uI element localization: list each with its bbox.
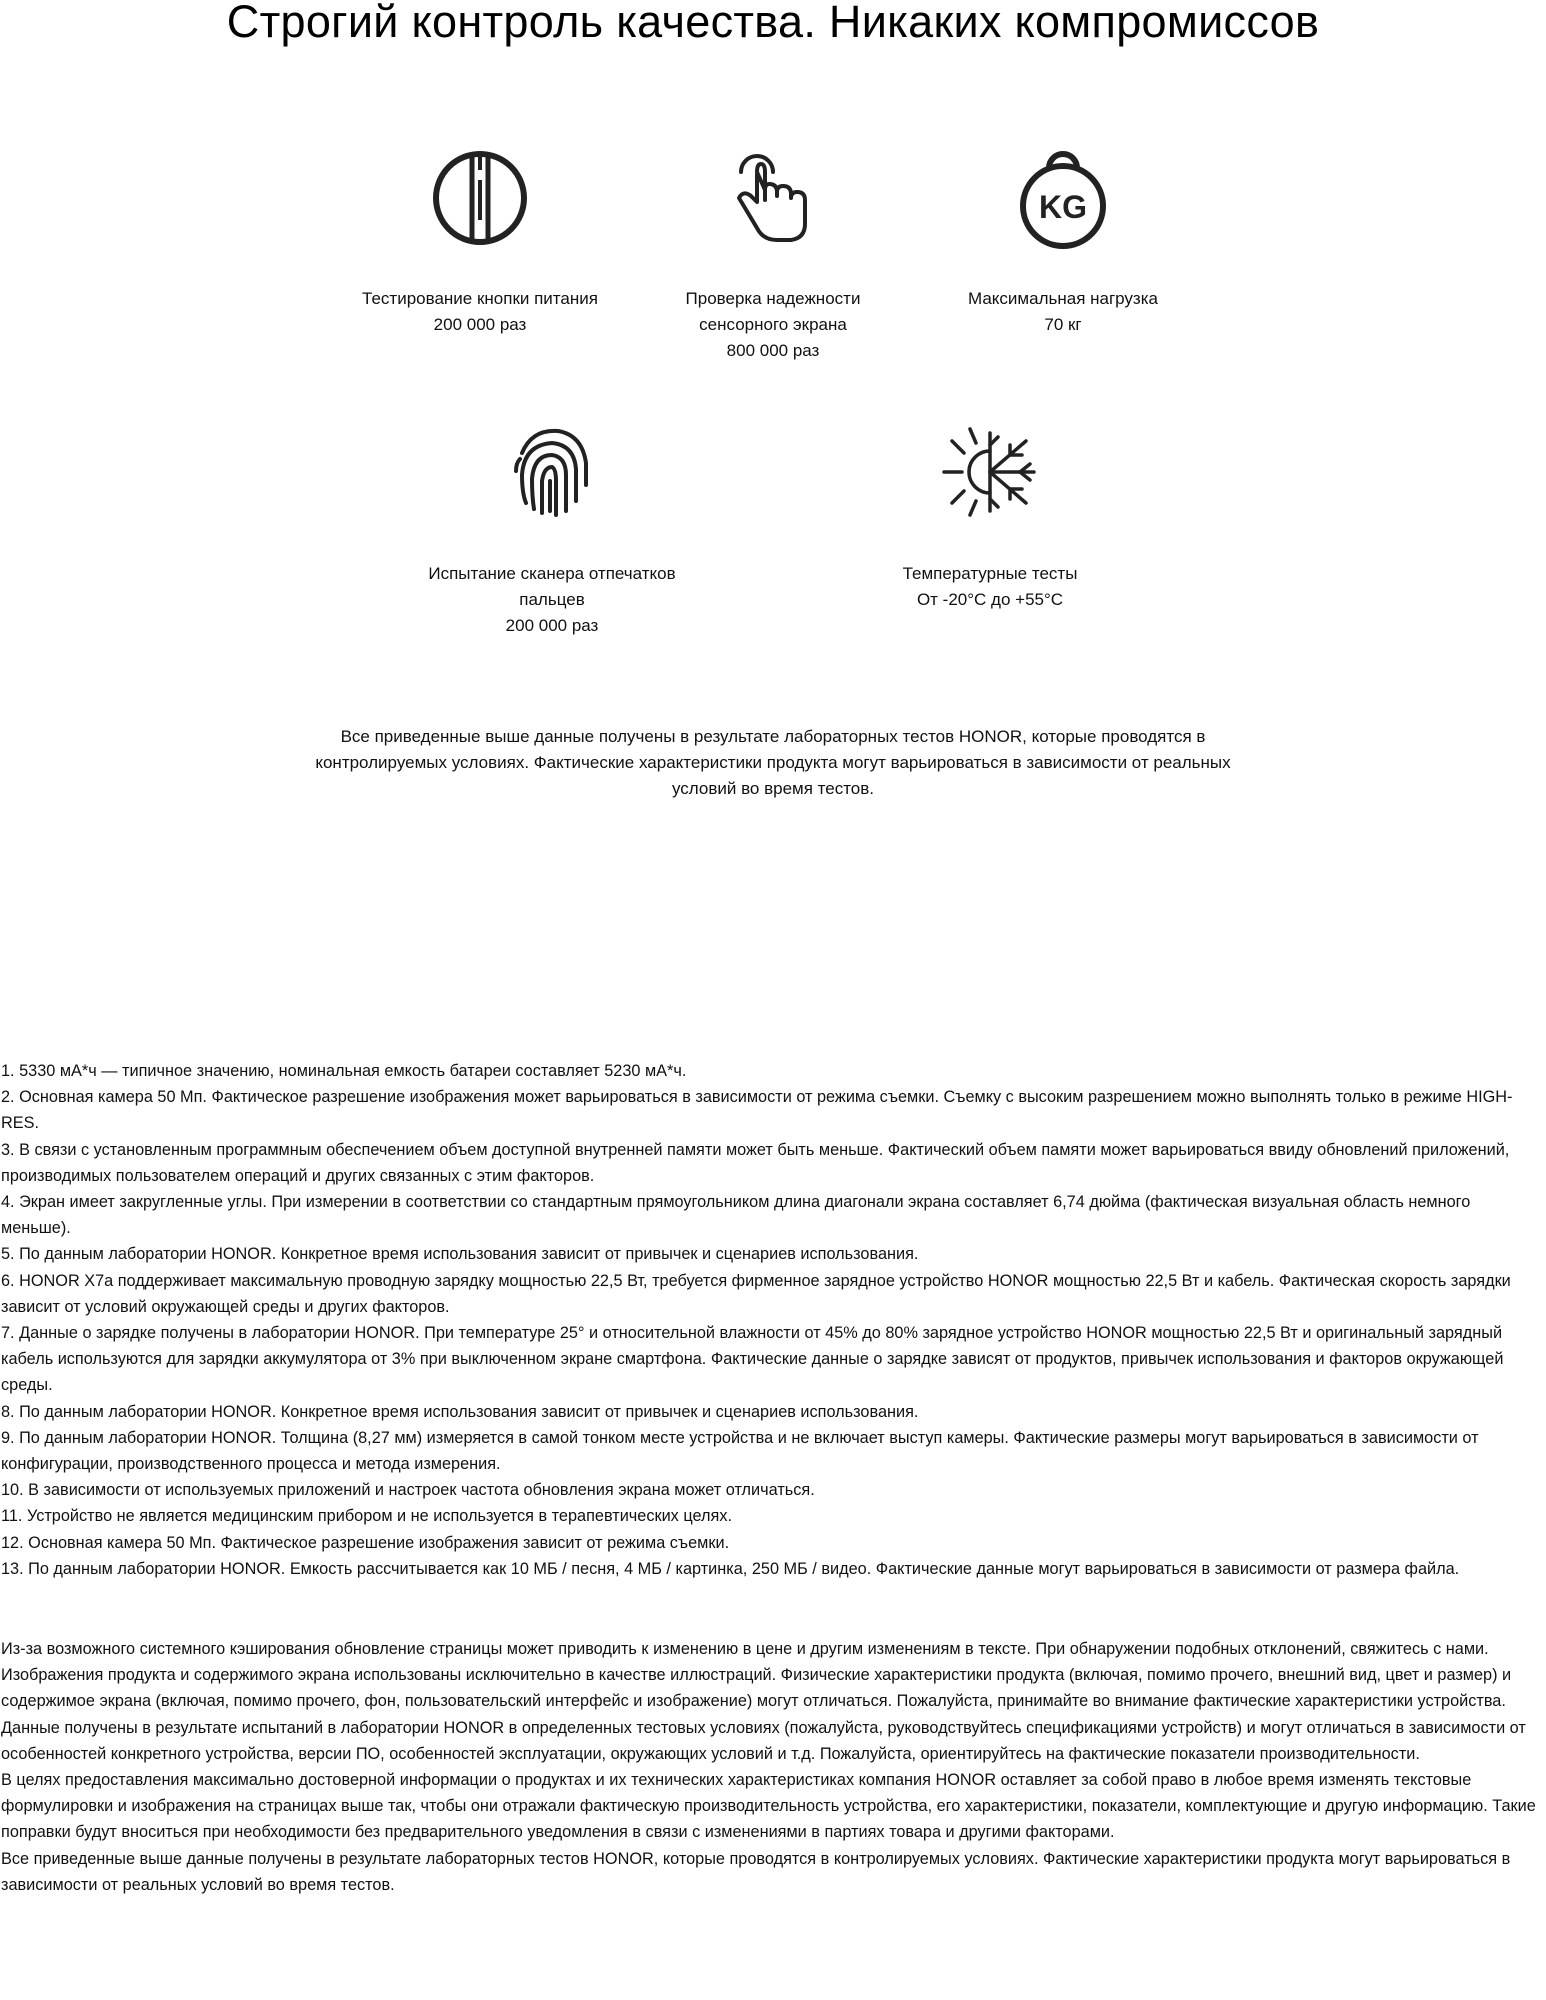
- feature-power-button: [330, 140, 630, 360]
- feature-touchscreen: [623, 140, 923, 380]
- feature-title: Испытание сканера отпечатков: [428, 564, 676, 583]
- footnote-4: 4. Экран имеет закругленные углы. При измерении в соответствии со стандартным прямоугольником длина диагонали экрана составляет 6,74 дюйма (фактическая визуальная область немного меньше).: [1, 1193, 1471, 1238]
- feature-value: 200 000 раз: [505, 616, 599, 635]
- sun-snowflake-icon: [940, 425, 1040, 519]
- feature-title: Максимальная нагрузка: [968, 289, 1158, 308]
- weight-kg-text: KG: [1039, 189, 1087, 225]
- footnote-13: 13. По данным лаборатории HONOR. Емкость рассчитывается как 10 МБ / песня, 4 МБ / картинка, 250 МБ / видео. Фактические данные могут варьироваться в зависимости от размера файла.: [1, 1559, 1460, 1578]
- footnotes: [1, 1058, 1543, 1582]
- feature-title: Температурные тесты: [902, 564, 1078, 583]
- weight-kg-icon: [1015, 146, 1111, 250]
- page-title: Строгий контроль качества. Никаких компромиссов: [226, 0, 1320, 47]
- footnote-9: 9. По данным лаборатории HONOR. Толщина (8,27 мм) измеряется в самой тонком месте устройства и не включает выступ камеры. Фактические размеры могут варьироваться в зависимости от конфигурации, производственного процесса и метода измерения.: [1, 1428, 1479, 1474]
- disclaimer-images: Изображения продукта и содержимого экрана использованы исключительно в качестве иллюстраций. Физические характеристики продукта (включая, помимо прочего, внешний вид, цвет и размер) и содержимое экрана (включая, помимо прочего, фон, пользовательский интерфейс и изображение) могут отличаться. Пожалуйста, принимайте во внимание фактические характеристики устройства.: [1, 1666, 1512, 1711]
- disclaimer-changes: В целях предоставления максимально достоверной информации о продуктах и их технических характеристиках компания HONOR оставляет за собой право в любое время изменять текстовые формулировки и изображения на страницах выше так, чтобы они отражали фактическую производительность устройства, его характеристики, показатели, комплектующие и другую информацию. Такие поправки будут вноситься при необходимости без предварительного уведомления в связи с изменениями в партиях товара и другими факторами.: [1, 1771, 1536, 1842]
- footnote-8: 8. По данным лаборатории HONOR. Конкретное время использования зависит от привычек и сценариев использования.: [1, 1402, 919, 1421]
- disclaimer-caching: Из-за возможного системного кэширования обновление страницы может приводить к изменению в цене и другим изменениям в тексте. При обнаружении подобных отклонений, свяжитесь с нами.: [1, 1640, 1489, 1658]
- feature-title-line2: сенсорного экрана: [699, 315, 847, 334]
- footnote-11: 11. Устройство не является медицинским прибором и не используется в терапевтических целях.: [1, 1507, 732, 1526]
- feature-max-load: [913, 140, 1213, 360]
- footnote-12: 12. Основная камера 50 Мп. Фактическое разрешение изображения зависит от режима съемки.: [1, 1533, 730, 1552]
- feature-temperature: [840, 415, 1140, 615]
- feature-value: От -20°C до +55°C: [916, 590, 1064, 609]
- footnote-2: 2. Основная камера 50 Мп. Фактическое разрешение изображения может варьироваться в зависимости от режима съемки. Съемку с высоким разрешением можно выполнять только в режиме HIGH-RES.: [1, 1088, 1513, 1133]
- power-button-icon: [432, 150, 528, 246]
- feature-value: 70 кг: [1044, 315, 1082, 334]
- fingerprint-icon: [510, 423, 594, 519]
- feature-value: 200 000 раз: [433, 315, 527, 334]
- feature-value: 800 000 раз: [726, 341, 820, 360]
- feature-fingerprint: [402, 415, 702, 645]
- disclaimer-lab-data: Данные получены в результате испытаний в лаборатории HONOR в определенных тестовых условиях (пожалуйста, руководствуйтесь спецификациями устройств) и могут отличаться в зависимости от особенностей конкретного устройства, версии ПО, особенностей эксплуатации, окружающих условий и т.д. Пожалуйста, ориентируйтесь на фактические показатели производительности.: [1, 1718, 1526, 1763]
- footnote-7: 7. Данные о зарядке получены в лаборатории HONOR. При температуре 25° и относительной влажности от 45% до 80% зарядное устройство HONOR мощностью 22,5 Вт и оригинальный зарядный кабель используются для зарядки аккумулятора от 3% при выключенном экране смартфона. Фактические данные о зарядке зависят от продуктов, привычек использования и факторов окружающей среды.: [1, 1324, 1504, 1395]
- footnote-5: 5. По данным лаборатории HONOR. Конкретное время использования зависит от привычек и сценариев использования.: [1, 1245, 919, 1264]
- disclaimer-lab-tests: Все приведенные выше данные получены в результате лабораторных тестов HONOR, которые проводятся в контролируемых условиях. Фактические характеристики продукта могут варьироваться в зависимости от реальных условий во время тестов.: [1, 1849, 1511, 1894]
- footnote-1: 1. 5330 мА*ч — типичное значению, номинальная емкость батареи составляет 5230 мА*ч.: [1, 1062, 687, 1080]
- lab-test-note: Все приведенные выше данные получены в результате лабораторных тестов HONOR, которые проводятся в контролируемых условиях. Фактические характеристики продукта могут варьироваться в зависимости от реальных условий во время тестов.: [315, 727, 1231, 798]
- feature-title-line2: пальцев: [519, 590, 585, 609]
- footnote-3: 3. В связи с установленным программным обеспечением объем доступной внутренней памяти может быть меньше. Фактический объем памяти может варьироваться ввиду обновлений приложений, производимых пользователем операций и других связанных с этим факторов.: [1, 1140, 1510, 1185]
- feature-title: Тестирование кнопки питания: [362, 289, 598, 308]
- touch-hand-icon: [733, 150, 813, 246]
- disclaimers: [1, 1636, 1543, 1898]
- footnote-6: 6. HONOR X7a поддерживает максимальную проводную зарядку мощностью 22,5 Вт, требуется фирменное зарядное устройство HONOR мощностью 22,5 Вт и кабель. Фактическая скорость зарядки зависит от условий окружающей среды и других факторов.: [1, 1271, 1511, 1316]
- feature-title: Проверка надежности: [685, 289, 861, 308]
- footnote-10: 10. В зависимости от используемых приложений и настроек частота обновления экрана может отличаться.: [1, 1481, 815, 1500]
